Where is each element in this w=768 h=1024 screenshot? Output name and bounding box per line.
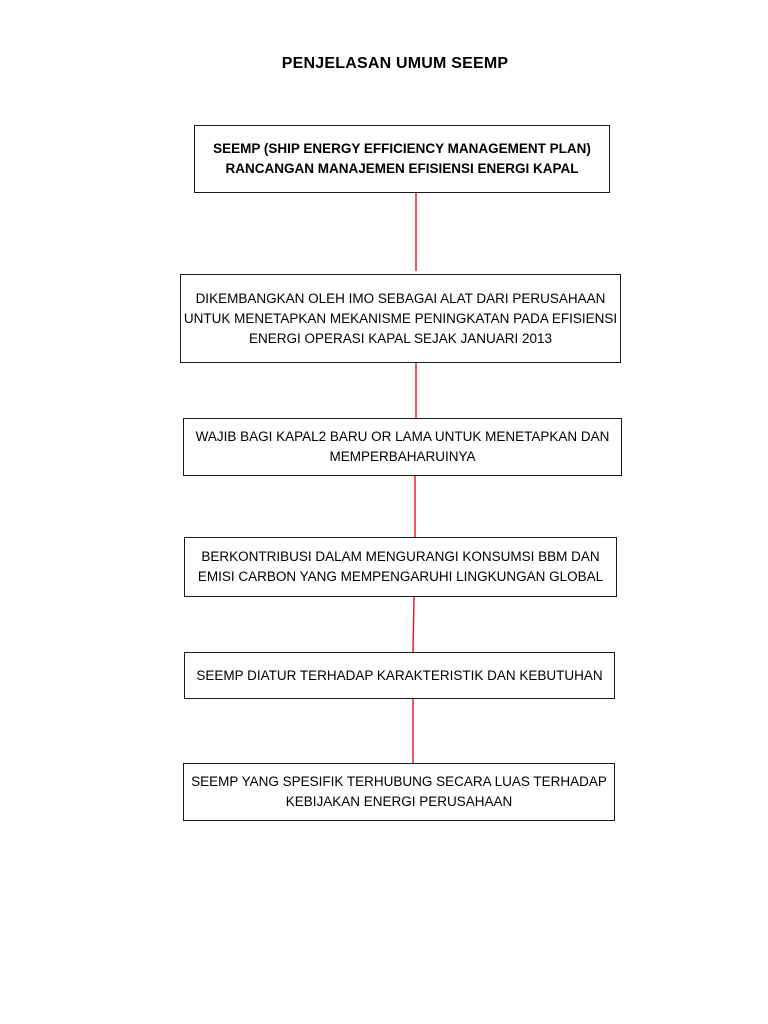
flow-box-characteristics-needs xyxy=(184,652,615,699)
box-2-line-3: ENERGI OPERASI KAPAL SEJAK JANUARI 2013 xyxy=(248,330,553,346)
box-2-line-2: UNTUK MENETAPKAN MEKANISME PENINGKATAN PADA EFISIENSI xyxy=(183,310,618,326)
page-title: PENJELASAN UMUM SEEMP xyxy=(281,55,509,72)
box-4-line-2: EMISI CARBON YANG MEMPENGARUHI LINGKUNGAN GLOBAL xyxy=(197,569,604,584)
flow-box-developed-by-imo xyxy=(180,274,621,363)
box-1-line-2: RANCANGAN MANAJEMEN EFISIENSI ENERGI KAPAL xyxy=(225,161,579,176)
flow-box-seemp-definition xyxy=(194,125,610,193)
box-3-line-2: MEMPERBAHARUINYA xyxy=(329,449,476,464)
box-6-line-1: SEEMP YANG SPESIFIK TERHUBUNG SECARA LUAS TERHADAP xyxy=(191,774,607,789)
box-3-line-1: WAJIB BAGI KAPAL2 BARU OR LAMA UNTUK MENETAPKAN DAN xyxy=(195,429,610,444)
box-2-line-1: DIKEMBANGKAN OLEH IMO SEBAGAI ALAT DARI PERUSAHAAN xyxy=(195,290,606,306)
flow-box-mandatory-for-ships xyxy=(183,418,622,476)
box-4-line-1: BERKONTRIBUSI DALAM MENGURANGI KONSUMSI BBM DAN xyxy=(201,549,600,564)
box-6-line-2: KEBIJAKAN ENERGI PERUSAHAAN xyxy=(285,794,513,809)
flow-box-reduce-fuel-emission xyxy=(184,537,617,597)
flow-box-energy-policy xyxy=(183,763,615,821)
box-5-line-1: SEEMP DIATUR TERHADAP KARAKTERISTIK DAN KEBUTUHAN xyxy=(196,667,603,683)
connector-line-4 xyxy=(413,597,414,652)
box-1-line-1: SEEMP (SHIP ENERGY EFFICIENCY MANAGEMENT PLAN) xyxy=(213,141,591,156)
